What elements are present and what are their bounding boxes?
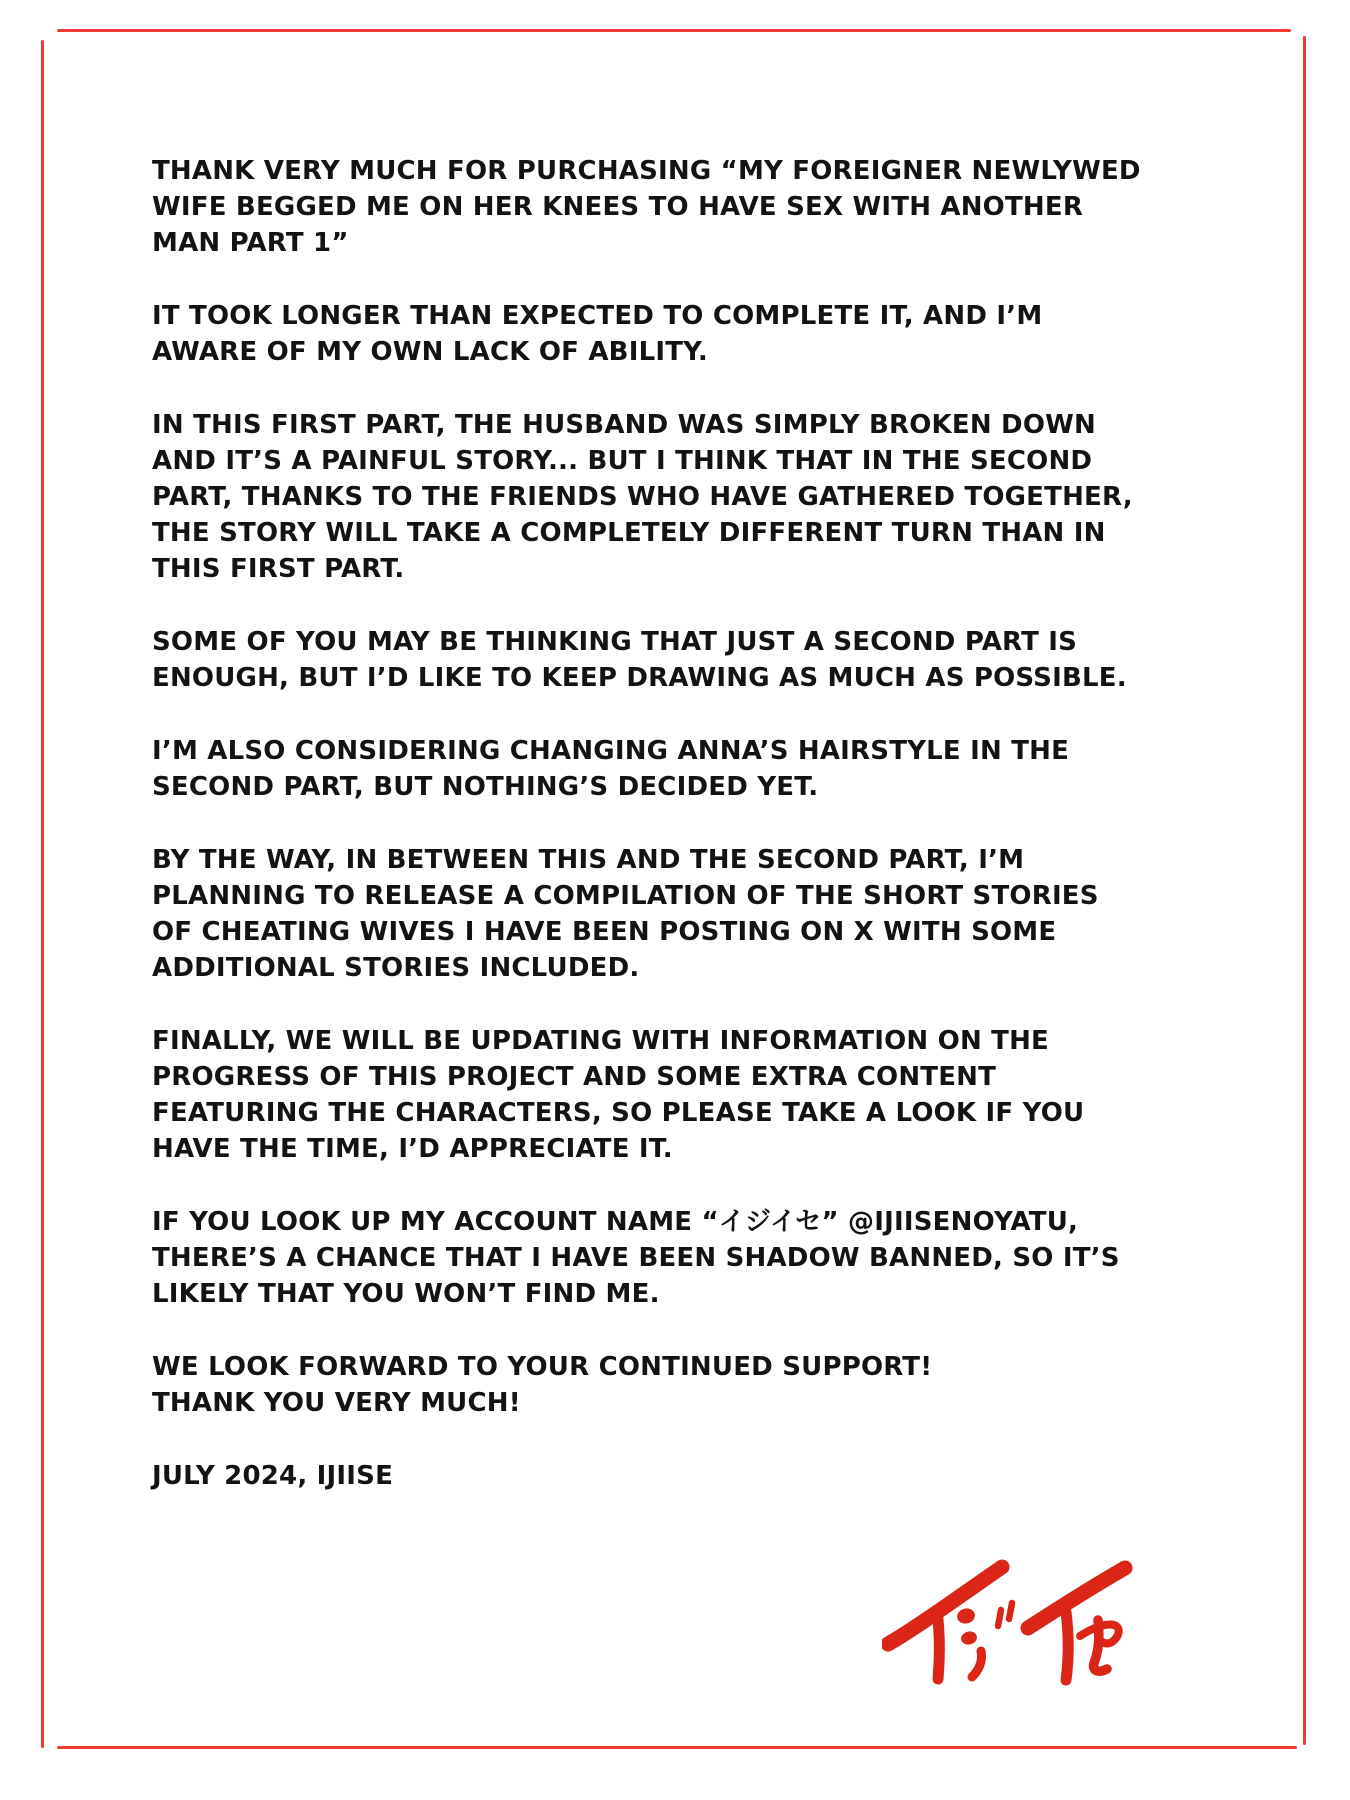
text-line: AND IT’S A PAINFUL STORY... BUT I THINK THAT IN THE SECOND bbox=[152, 446, 1093, 476]
signature-stroke bbox=[888, 1567, 1002, 1644]
signature-stroke bbox=[1009, 1603, 1012, 1619]
paragraph-hairstyle bbox=[152, 733, 1192, 805]
text-line: THERE’S A CHANCE THAT I HAVE BEEN SHADOW BANNED, SO IT’S bbox=[152, 1243, 1120, 1273]
afterword-text bbox=[152, 153, 1192, 1494]
text-line: PROGRESS OF THIS PROJECT AND SOME EXTRA CONTENT bbox=[152, 1062, 997, 1092]
text-line: WE LOOK FORWARD TO YOUR CONTINUED SUPPORT! bbox=[152, 1352, 933, 1382]
text-line: THE STORY WILL TAKE A COMPLETELY DIFFERENT TURN THAN IN bbox=[152, 518, 1106, 548]
text-line: PART, THANKS TO THE FRIENDS WHO HAVE GATHERED TOGETHER, bbox=[152, 482, 1133, 512]
frame-left-line bbox=[41, 40, 44, 1748]
paragraph-closing bbox=[152, 1349, 1192, 1421]
artist-signature bbox=[882, 1558, 1134, 1690]
signature-stroke bbox=[937, 1610, 939, 1679]
text-line: BY THE WAY, IN BETWEEN THIS AND THE SECOND PART, I’M bbox=[152, 845, 1025, 875]
text-line: THANK VERY MUCH FOR PURCHASING “MY FOREIGNER NEWLYWED bbox=[152, 156, 1141, 186]
paragraph-thanks bbox=[152, 153, 1192, 261]
text-line: SECOND PART, BUT NOTHING’S DECIDED YET. bbox=[152, 772, 819, 802]
paragraph-date-credit bbox=[152, 1458, 1192, 1494]
paragraph-updates bbox=[152, 1023, 1192, 1167]
signature-stroke bbox=[960, 1630, 979, 1646]
text-line: WIFE BEGGED ME ON HER KNEES TO HAVE SEX WITH ANOTHER bbox=[152, 192, 1084, 222]
signature-stroke bbox=[998, 1610, 1001, 1626]
signature-stroke bbox=[955, 1607, 976, 1626]
text-line: IN THIS FIRST PART, THE HUSBAND WAS SIMPLY BROKEN DOWN bbox=[152, 410, 1096, 440]
paragraph-second-part bbox=[152, 624, 1192, 696]
text-line: ADDITIONAL STORIES INCLUDED. bbox=[152, 953, 640, 983]
text-line: FINALLY, WE WILL BE UPDATING WITH INFORMATION ON THE bbox=[152, 1026, 1050, 1056]
text-line: FEATURING THE CHARACTERS, SO PLEASE TAKE A LOOK IF YOU bbox=[152, 1098, 1085, 1128]
text-line: MAN PART 1” bbox=[152, 228, 349, 258]
paragraph-account bbox=[152, 1204, 1192, 1312]
frame-right-line bbox=[1303, 36, 1306, 1745]
text-line: LIKELY THAT YOU WON’T FIND ME. bbox=[152, 1279, 660, 1309]
text-line: IF YOU LOOK UP MY ACCOUNT NAME “イジイセ” @IJIISENOYATU, bbox=[152, 1207, 1079, 1237]
signature-stroke bbox=[972, 1651, 982, 1677]
text-line: THIS FIRST PART. bbox=[152, 554, 405, 584]
text-line: OF CHEATING WIVES I HAVE BEEN POSTING ON X WITH SOME bbox=[152, 917, 1057, 947]
paragraph-apology bbox=[152, 298, 1192, 370]
text-line: I’M ALSO CONSIDERING CHANGING ANNA’S HAIRSTYLE IN THE bbox=[152, 736, 1070, 766]
paragraph-compilation bbox=[152, 842, 1192, 986]
frame-bottom-line bbox=[57, 1746, 1297, 1749]
frame-top-line bbox=[57, 29, 1291, 32]
text-line: THANK YOU VERY MUCH! bbox=[152, 1388, 521, 1418]
text-line: HAVE THE TIME, I’D APPRECIATE IT. bbox=[152, 1134, 673, 1164]
text-line: IT TOOK LONGER THAN EXPECTED TO COMPLETE IT, AND I’M bbox=[152, 301, 1043, 331]
text-line: ENOUGH, BUT I’D LIKE TO KEEP DRAWING AS MUCH AS POSSIBLE. bbox=[152, 663, 1127, 693]
text-line: JULY 2024, IJIISE bbox=[152, 1461, 394, 1491]
signature-stroke bbox=[1028, 1568, 1125, 1628]
text-line: PLANNING TO RELEASE A COMPILATION OF THE SHORT STORIES bbox=[152, 881, 1099, 911]
text-line: SOME OF YOU MAY BE THINKING THAT JUST A SECOND PART IS bbox=[152, 627, 1078, 657]
text-line: AWARE OF MY OWN LACK OF ABILITY. bbox=[152, 337, 708, 367]
signature-stroke bbox=[1066, 1612, 1068, 1680]
paragraph-first-part bbox=[152, 407, 1192, 587]
